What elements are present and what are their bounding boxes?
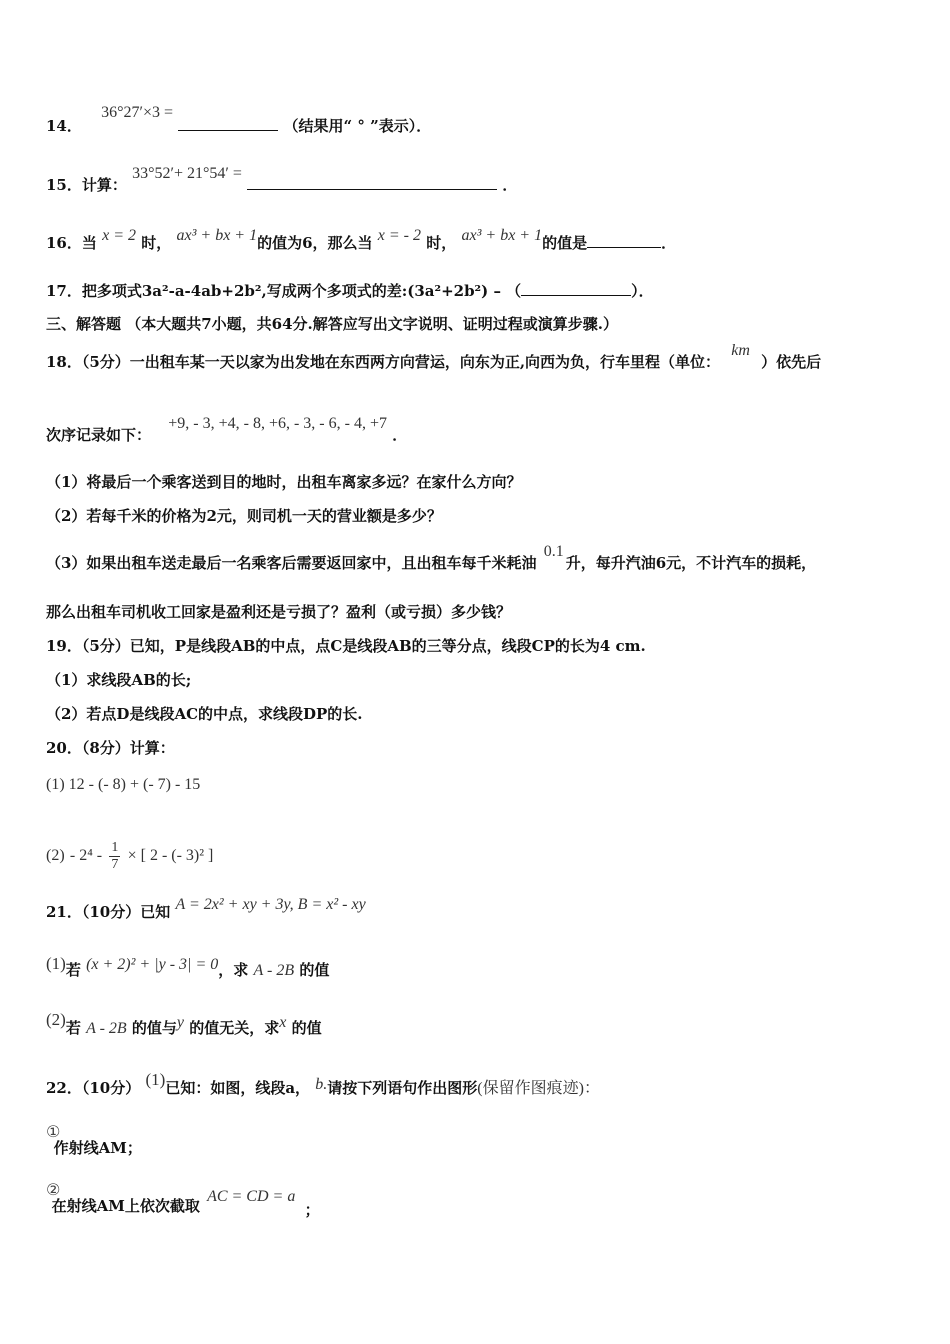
q21-part-2-text-c: 的值无关，求 — [189, 1019, 280, 1037]
q22-parenthetical: (保留作图痕迹)： — [477, 1080, 600, 1097]
q20-fraction-denominator: 7 — [111, 856, 119, 872]
q18-record-values: +9, - 3, +4, - 8, +6, - 3, - 6, - 4, +7 — [168, 415, 387, 432]
q20-fraction-numerator: 1 — [111, 839, 119, 855]
step-1-circled-number: ① — [46, 1122, 61, 1141]
q22-step-1-text: 作射线AM； — [53, 1139, 142, 1157]
q18-part-3-tail: 升，每升汽油6元，不计汽车的损耗， — [565, 554, 817, 572]
q18-part-3-line-2: 那么出租车司机收工回家是盈利还是亏损了？盈利（或亏损）多少钱？ — [46, 603, 512, 621]
question-15 — [46, 165, 518, 196]
q21-part-2-expression: A - 2B — [86, 1020, 127, 1037]
q21-head: 21．（10分）已知 — [46, 903, 171, 921]
q21-part-2 — [46, 1010, 322, 1039]
q16-tail: ． — [661, 234, 677, 252]
q21-part-1-label: (1) — [46, 954, 66, 973]
q14-answer-blank[interactable] — [178, 116, 278, 131]
question-18-line-1 — [46, 342, 822, 373]
q18-text: 18．（5分）一出租车某一天以家为出发地在东西两方向营运，向东为正,向西为负，行车里程（单位： — [46, 353, 721, 371]
question-16 — [46, 227, 677, 254]
q22-head: 22．（10分） — [46, 1079, 141, 1097]
q14-number: 14． — [46, 117, 82, 135]
question-17 — [46, 281, 654, 301]
q21-part-2-label: (2) — [46, 1010, 66, 1029]
q18-record-label: 次序记录如下： — [46, 426, 152, 444]
q18-part-3-head: （3）如果出租车送走最后一名乘客后需要返回家中，且出租车每千米耗油 — [46, 554, 537, 572]
question-18-line-2 — [46, 415, 408, 446]
q21-part-1-expression: (x + 2)² + |y - 3| = 0 — [86, 956, 219, 973]
q17-answer-blank[interactable] — [521, 281, 631, 296]
q17-tail: ）． — [631, 282, 654, 300]
q18-text-tail: ）依先后 — [761, 353, 822, 371]
q15-answer-blank[interactable] — [247, 175, 497, 190]
q18-part-2: （2）若每千米的价格为2元，则司机一天的营业额是多少？ — [46, 507, 442, 525]
q18-unit: km — [731, 342, 750, 359]
q16-text-2: 的值为6，那么当 — [257, 234, 373, 252]
q16-polynomial-1: ax³ + bx + 1 — [176, 227, 258, 244]
q17-text: 17．把多项式3a²-a-4ab+2b²,写成两个多项式的差:(3a²+2b²) – （ — [46, 282, 522, 300]
q22-step-1 — [46, 1122, 154, 1157]
q22-step-2-tail: ； — [304, 1201, 320, 1219]
q21-part-2-text-a: 若 — [65, 1019, 81, 1037]
q21-part-2-variable-x: x — [279, 1014, 287, 1031]
q20-part-2 — [46, 838, 213, 873]
q21-part-1-expression-2: A - 2B — [253, 962, 295, 979]
q16-number: 16．当 — [46, 234, 97, 252]
q22-step-2 — [46, 1180, 328, 1219]
question-19: 19．（5分）已知，P是线段AB的中点，点C是线段AB的三等分点，线段CP的长为4 cm. — [46, 637, 646, 655]
q16-text-1: 时， — [141, 234, 172, 252]
q16-answer-blank[interactable] — [587, 233, 661, 248]
q21-part-2-text-d: 的值 — [291, 1019, 322, 1037]
q16-polynomial-2: ax³ + bx + 1 — [461, 227, 543, 244]
q22-text-c: 请按下列语句作出图形 — [327, 1079, 478, 1097]
q20-part-1-expression: (1) 12 - (- 8) + (- 7) - 15 — [46, 776, 201, 793]
q16-text-4: 的值是 — [542, 234, 588, 252]
q20-part-2-label: (2) — [46, 847, 65, 864]
q19-part-2: （2）若点D是线段AC的中点，求线段DP的长. — [46, 705, 363, 723]
q18-part-3 — [46, 543, 817, 574]
q19-part-1: （1）求线段AB的长; — [46, 671, 192, 689]
q16-text-3: 时， — [426, 234, 457, 252]
q20-part-1 — [46, 774, 200, 795]
q15-expression: 33°52′+ 21°54′ = — [132, 165, 242, 182]
q22-variable-b: b. — [315, 1076, 328, 1093]
q21-given: A = 2x² + xy + 3y, B = x² - xy — [175, 896, 366, 913]
section-3-heading: 三、解答题 （本大题共7小题，共64分.解答应写出文字说明、证明过程或演算步骤.） — [46, 315, 618, 333]
q16-condition-2: x = - 2 — [377, 227, 422, 244]
q18-record-tail: ． — [392, 426, 408, 444]
q14-expression: 36°27′×3 = — [101, 104, 174, 121]
q22-step-2-text: 在射线AM上依次截取 — [51, 1197, 200, 1215]
q16-condition-1: x = 2 — [102, 227, 137, 244]
question-21 — [46, 896, 366, 923]
q14-tail: （结果用“ ° ”表示）． — [283, 117, 432, 135]
q15-tail: ． — [502, 176, 518, 194]
q22-text-a: 已知：如图，线段a， — [165, 1079, 311, 1097]
q21-part-1-text-a: 若 — [65, 961, 81, 979]
q21-part-2-text-b: 的值与 — [131, 1019, 177, 1037]
q21-part-1 — [46, 954, 330, 981]
q15-number: 15．计算： — [46, 176, 127, 194]
q20-part-2-expr-a: - 2⁴ - — [69, 847, 103, 864]
question-14 — [46, 104, 432, 137]
q20-fraction — [109, 840, 120, 873]
q21-part-1-text-b: ，求 — [218, 961, 249, 979]
q18-part-3-value: 0.1 — [543, 543, 564, 560]
q22-part-1-label: (1) — [145, 1070, 166, 1089]
q20-part-2-expr-b: × [ 2 - (- 3)² ] — [127, 847, 214, 864]
question-22 — [46, 1070, 600, 1099]
q21-part-1-text-c: 的值 — [299, 961, 330, 979]
step-2-circled-number: ② — [46, 1180, 61, 1199]
q22-step-2-expression: AC = CD = a — [207, 1188, 296, 1205]
q21-part-2-variable-y: y — [176, 1014, 185, 1031]
q18-part-1: （1）将最后一个乘客送到目的地时，出租车离家多远？在家什么方向？ — [46, 473, 522, 491]
question-20: 20．（8分）计算： — [46, 739, 175, 757]
